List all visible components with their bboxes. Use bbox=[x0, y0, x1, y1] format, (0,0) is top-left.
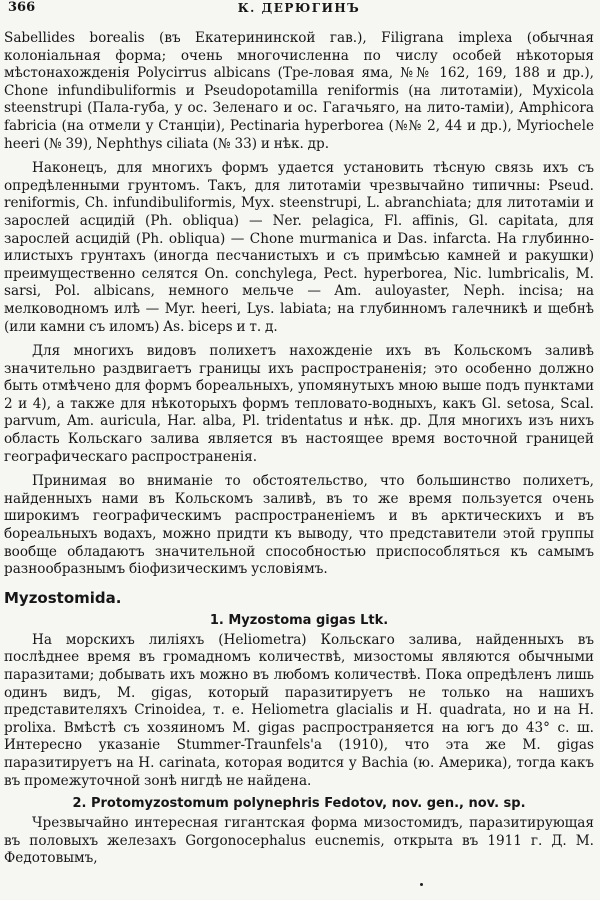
paragraph-protomyzostomum: Чрезвычайно интересная гигантская форма мизостомидъ, паразитирующая въ половыхъ железахъ Gorgonocephalus eucnemis, открыта въ 1911 г. Д. М. Федотовымъ, bbox=[4, 815, 594, 867]
paragraph-substrate: Наконецъ, для многихъ формъ удается установить тѣсную связь ихъ съ опредѣленными грунтомъ. Такъ, для литотаміи чрезвычайно типичны: Pseud. reniformis, Ch. infundibuliformis, Myx. steenstrupi, L. abranchiata; для литотаміи и зарослей асцидій (Ph. obliqua) — Ner. pelagica, Fl. affinis, Gl. capitata, для зарослей асцидій (Ph. obliqua) — Chone murmanica и Das. infarcta. На глубинно-илистыхъ грунтахъ (иногда песчанистыхъ и съ примѣсью камней и ракушки) преимущественно селятся On. conchylega, Pect. hyperborea, Nic. lumbricalis, M. sarsi, Pol. albicans, немного мельче — Am. auloyaster, Neph. incisa; на мелководномъ илѣ — Myr. heeri, Lys. labiata; на глубинномъ галечникѣ и щебнѣ (или камни съ иломъ) As. biceps и т. д. bbox=[4, 160, 594, 335]
species-title-protomyzostomum: 2. Protomyzostomum polynephris Fedotov, nov. gen., nov. sp. bbox=[72, 796, 526, 812]
paragraph-distribution: Для многихъ видовъ полихетъ нахожденіе ихъ въ Кольскомъ заливѣ значительно раздвигаетъ границы ихъ распространенія; это особенно должно быть отмѣчено для формъ бореальныхъ, упомянутыхъ мною выше подъ пунктами 2 и 4), а также для нѣкоторыхъ формъ тепловато-водныхъ, какъ Gl. setosa, Scal. parvum, Am. auricula, Har. alba, Pl. tridentatus и нѣк. др. Для многихъ изъ нихъ область Кольскаго залива является въ настоящее время восточной границей географическаго распространенія. bbox=[4, 343, 594, 465]
running-title: К. ДЕРЮГИНЪ bbox=[237, 1, 361, 15]
page-header bbox=[4, 0, 594, 30]
paragraph-myzostoma-gigas: На морскихъ лиліяхъ (Heliometra) Кольскаго залива, найденныхъ въ послѣднее время въ громадномъ количествѣ, мизостомы являются обычными паразитами; добывать ихъ можно въ любомъ количествѣ. Пока опредѣленъ лишь одинъ видъ, M. gigas, который паразитируетъ не только на нашихъ представителяхъ Crinoidea, т. е. Heliometra glacialis и H. quadrata, но и на H. prolixa. Вмѣстѣ съ хозяиномъ M. gigas распространяется на югъ до 43° с. ш. Интересно указаніе Stummer-Traunfels'a (1910), что эта же M. gigas паразитируетъ на H. carinata, которая водится у Bachia (ю. Америка), тогда какъ въ промежуточной зонѣ нигдѣ не найдена. bbox=[4, 631, 594, 789]
page-number: 366 bbox=[8, 0, 36, 15]
section-title-myzostomida: Myzostomida. bbox=[4, 588, 122, 607]
species-title-myzostoma-gigas: 1. Myzostoma gigas Ltk. bbox=[209, 612, 389, 628]
paragraph-conclusion: Принимая во вниманіе то обстоятельство, что большинство полихетъ, найденныхъ нами въ Кольскомъ заливѣ, въ то же время пользуется очень широкимъ географическимъ распространеніемъ и въ арктическихъ и въ бореальныхъ водахъ, можно придти къ выводу, что представители этой группы вообще обладаютъ значительной способностью приспособляться къ самымъ разнообразнымъ біофизическимъ условіямъ. bbox=[4, 473, 594, 578]
paragraph-species-list: Sabellides borealis (въ Екатерининской гав.), Filigrana implexa (обычная колоніальная форма; очень многочисленна по числу особей нѣкоторыя мѣстонахожденія Polycirrus albicans (Тре-ловая яма, №№ 162, 169, 188 и др.), Chone infundibuliformis и Pseudopotamilla reniformis (на литотаміи), Myxicola steenstrupi (Пала-губа, у ос. Зеленаго и ос. Гагачьяго, на лито-таміи), Amphicora fabricia (на отмели у Станціи), Pectinaria hyperborea (№№ 2, 44 и др.), Myriochele heeri (№ 39), Nephthys ciliata (№ 33) и нѣк. др. bbox=[4, 30, 594, 152]
ink-speck bbox=[420, 883, 423, 886]
